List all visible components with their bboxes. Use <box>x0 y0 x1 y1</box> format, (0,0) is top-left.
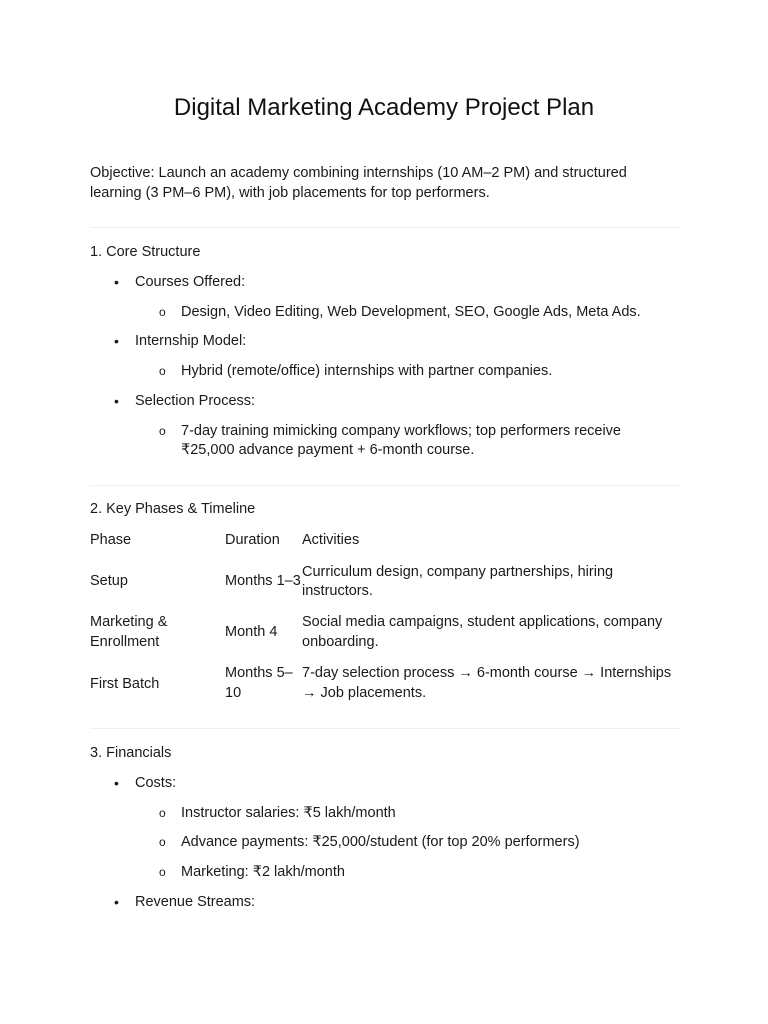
sub-bullet: o <box>159 305 166 319</box>
objective-line-2: learning (3 PM–6 PM), with job placements for top performers. <box>90 185 490 201</box>
table-cell-duration: Months 5– <box>225 665 293 681</box>
sub-bullet: o <box>159 806 166 820</box>
section-heading-core-structure: 1. Core Structure <box>90 244 201 260</box>
sub-bullet: o <box>159 424 166 438</box>
bullet: • <box>114 894 119 910</box>
table-cell-phase: First Batch <box>90 676 160 692</box>
sub-bullet: o <box>159 835 166 849</box>
column-header-activities: Activities <box>302 532 360 548</box>
sub-item-selection-line-1: 7-day training mimicking company workflows; top performers receive <box>181 423 621 439</box>
table-cell-duration: Month 4 <box>225 624 278 640</box>
table-cell-activities: Social media campaigns, student applications, company <box>302 614 663 630</box>
list-item-selection-process: Selection Process: <box>135 393 256 409</box>
list-item-costs: Costs: <box>135 775 177 791</box>
table-cell-phase: Marketing & <box>90 614 168 630</box>
section-divider <box>90 485 680 486</box>
sub-item-internship: Hybrid (remote/office) internships with partner companies. <box>181 363 553 379</box>
bullet: • <box>114 274 119 290</box>
sub-item-selection-line-2: ₹25,000 advance payment + 6-month course. <box>181 442 475 458</box>
section-divider <box>90 227 680 228</box>
sub-bullet: o <box>159 865 166 879</box>
sub-item-courses: Design, Video Editing, Web Development, SEO, Google Ads, Meta Ads. <box>181 304 641 320</box>
sub-item-instructor-salaries: Instructor salaries: ₹5 lakh/month <box>181 805 396 821</box>
bullet: • <box>114 775 119 791</box>
section-divider <box>90 728 680 729</box>
list-item-courses-offered: Courses Offered: <box>135 274 246 290</box>
table-cell-activities: Curriculum design, company partnerships, hiring <box>302 564 614 580</box>
table-cell-phase: Enrollment <box>90 634 160 650</box>
table-cell-activities: instructors. <box>302 583 373 599</box>
objective-line-1: Objective: Launch an academy combining internships (10 AM–2 PM) and structured <box>90 165 627 181</box>
sub-bullet: o <box>159 364 166 378</box>
table-cell-activities: 7-day selection process → 6-month course → Internships <box>302 665 672 681</box>
section-heading-key-phases: 2. Key Phases & Timeline <box>90 501 256 517</box>
column-header-duration: Duration <box>225 532 280 548</box>
table-cell-phase: Setup <box>90 573 128 589</box>
table-cell-activities: onboarding. <box>302 634 379 650</box>
table-cell-duration: Months 1–3 <box>225 573 301 589</box>
list-item-revenue-streams: Revenue Streams: <box>135 894 256 910</box>
sub-item-marketing: Marketing: ₹2 lakh/month <box>181 864 345 880</box>
column-header-phase: Phase <box>90 532 132 548</box>
bullet: • <box>114 393 119 409</box>
document-title: Digital Marketing Academy Project Plan <box>173 94 595 121</box>
list-item-internship-model: Internship Model: <box>135 333 247 349</box>
table-cell-duration: 10 <box>225 685 242 701</box>
sub-item-advance-payments: Advance payments: ₹25,000/student (for top 20% performers) <box>181 834 580 850</box>
table-cell-activities: → Job placements. <box>302 685 427 701</box>
section-heading-financials: 3. Financials <box>90 745 172 761</box>
bullet: • <box>114 333 119 349</box>
